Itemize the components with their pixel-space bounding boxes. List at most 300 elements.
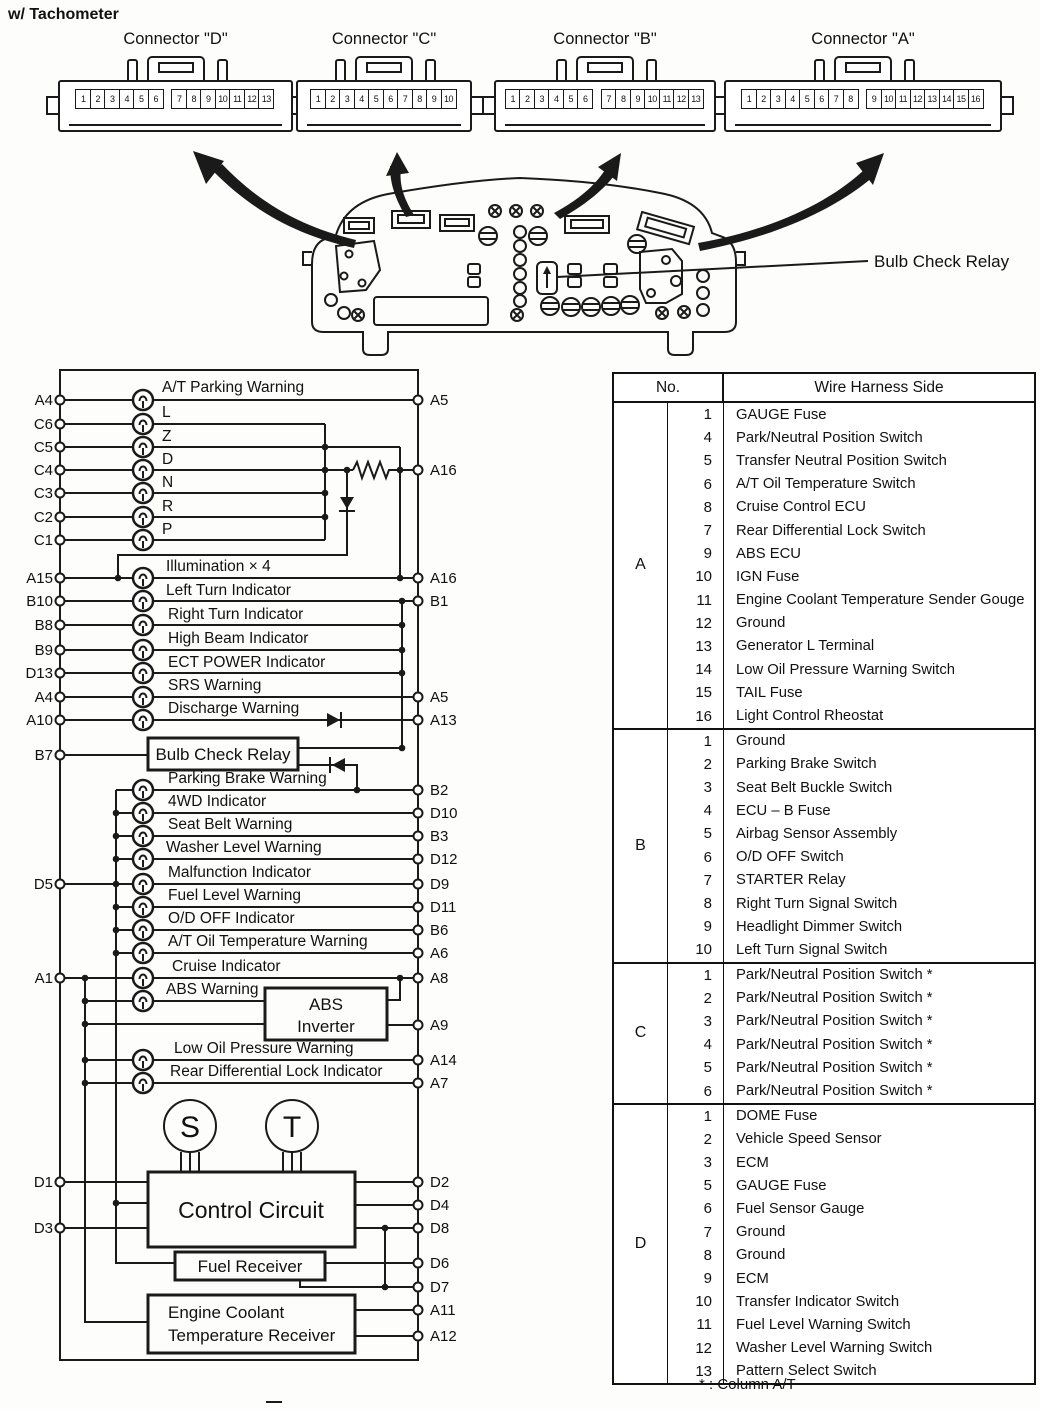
connector-pin: 9 (426, 89, 442, 109)
pin-number-cell: 7 (668, 1221, 724, 1244)
row-label: Z (162, 428, 172, 445)
connector-shell (724, 80, 1002, 132)
pin-label: D8 (430, 1220, 450, 1237)
bulb-check-relay-box (148, 738, 298, 770)
pin-terminals (56, 396, 423, 1341)
table-row (668, 730, 1034, 753)
table-row (668, 542, 1034, 565)
connector-b-drawing (494, 56, 716, 140)
table-row (668, 987, 1034, 1010)
connector-pin: 2 (519, 89, 535, 109)
inverter-label: Inverter (297, 1017, 355, 1036)
pin-number-cell: 10 (668, 565, 724, 588)
row-label: A/T Parking Warning (162, 379, 305, 396)
speed-gauge-label: S (179, 1111, 201, 1144)
pin-number-cell: 8 (668, 496, 724, 519)
connector-a (724, 30, 1002, 140)
table-row (668, 1151, 1034, 1174)
wire-harness-cell: Park/Neutral Position Switch (736, 429, 923, 446)
fuel-receiver-label: Fuel Receiver (197, 1257, 303, 1276)
pin-label: A9 (430, 1017, 449, 1034)
wire-harness-cell: Transfer Neutral Position Switch (736, 452, 947, 469)
pin-label: B3 (430, 828, 449, 845)
instrument-cluster-drawing (303, 178, 745, 355)
pin-label: B6 (430, 922, 449, 939)
connector-shell (494, 80, 716, 132)
pin-number-cell: 9 (668, 542, 724, 565)
table-row (668, 565, 1034, 588)
wire-harness-cell: Ground (736, 1224, 786, 1241)
connector-pin: 14 (939, 89, 955, 109)
table-row (668, 496, 1034, 519)
wire-harness-cell: TAIL Fuse (736, 684, 803, 701)
arrow-to-connector-d (193, 151, 356, 248)
pin-label: A4 (34, 689, 53, 706)
pin-label: D11 (430, 899, 457, 916)
table-row (668, 1128, 1034, 1151)
row-label: O/D OFF Indicator (168, 910, 295, 927)
page-title: w/ Tachometer (8, 6, 119, 23)
pin-label: D6 (430, 1255, 450, 1272)
row-label: Washer Level Warning (166, 839, 322, 856)
table-row (668, 1079, 1034, 1102)
pin-label: B2 (430, 782, 449, 799)
table-row (668, 869, 1034, 892)
connector-d-label: Connector "D" (123, 30, 228, 48)
table-row (668, 776, 1034, 799)
table-row (668, 753, 1034, 776)
wire-harness-cell: O/D OFF Switch (736, 849, 844, 866)
wire-harness-cell: Park/Neutral Position Switch * (736, 1083, 933, 1100)
pin-number-cell: 12 (668, 1337, 724, 1360)
tacho-gauge-label: T (282, 1111, 302, 1144)
section-letter: A (614, 403, 668, 728)
table-row (668, 822, 1034, 845)
table-row (668, 473, 1034, 496)
table-row (668, 1105, 1034, 1128)
pin-label: D3 (33, 1220, 53, 1237)
pin-label: D1 (33, 1174, 53, 1191)
connector-d-drawing (58, 56, 293, 140)
row-label: Parking Brake Warning (168, 770, 327, 787)
connector-pin: 2 (325, 89, 341, 109)
connector-pin: 7 (601, 89, 617, 109)
wire-harness-cell: Cruise Control ECU (736, 499, 866, 516)
bulb-check-relay-part (537, 262, 557, 294)
row-label: Right Turn Indicator (168, 606, 304, 623)
table-row (668, 1174, 1034, 1197)
table-row (668, 938, 1034, 961)
connector-pin: 8 (843, 89, 859, 109)
connector-b (494, 30, 716, 140)
table-row (668, 1337, 1034, 1360)
control-circuit-label: Control Circuit (178, 1197, 324, 1223)
connector-a-drawing (724, 56, 1002, 140)
row-label: Discharge Warning (168, 700, 300, 717)
table-row (668, 1033, 1034, 1056)
wire-harness-cell: Left Turn Signal Switch (736, 941, 888, 958)
pin-number-cell: 16 (668, 704, 724, 727)
pin-number-cell: 4 (668, 426, 724, 449)
pin-label: C2 (33, 509, 53, 526)
connector-pin: 13 (688, 89, 704, 109)
row-label: High Beam Indicator (168, 630, 309, 647)
wire-harness-cell: Transfer Indicator Switch (736, 1293, 900, 1310)
section-letter: B (614, 730, 668, 962)
pin-label: C1 (33, 532, 53, 549)
table-section-d (614, 1103, 1034, 1383)
arrow-to-connector-a (698, 153, 884, 251)
row-label: Rear Differential Lock Indicator (170, 1063, 383, 1080)
pin-label: A6 (430, 945, 449, 962)
abs-inverter-box (265, 988, 387, 1040)
wire-harness-cell: Rear Differential Lock Switch (736, 522, 926, 539)
pin-number-cell: 3 (668, 776, 724, 799)
schematic (25, 370, 457, 1402)
pin-number-cell: 8 (668, 892, 724, 915)
pin-number-cell: 2 (668, 987, 724, 1010)
connector-pin: 13 (258, 89, 274, 109)
pin-label: B9 (34, 642, 53, 659)
table-row (668, 846, 1034, 869)
arrow-to-connector-b (554, 153, 621, 219)
table-header (614, 374, 1034, 403)
connector-a-label: Connector "A" (811, 30, 915, 48)
row-label: A/T Oil Temperature Warning (168, 933, 368, 950)
pin-label: C5 (33, 439, 53, 456)
connector-pin: 9 (630, 89, 646, 109)
pin-number-cell: 8 (668, 1244, 724, 1267)
connector-pin: 5 (133, 89, 149, 109)
pin-number-cell: 3 (668, 1151, 724, 1174)
connector-pin: 1 (741, 89, 757, 109)
pin-label: C3 (33, 485, 53, 502)
bulb-check-relay-callout-label: Bulb Check Relay (874, 252, 1010, 271)
pin-number-cell: 3 (668, 1010, 724, 1033)
pin-label: A11 (430, 1302, 456, 1319)
connector-pin: 15 (953, 89, 969, 109)
pin-label: A13 (430, 712, 457, 729)
pin-number-cell: 11 (668, 1313, 724, 1336)
row-label: L (162, 404, 171, 421)
wire-harness-cell: Park/Neutral Position Switch * (736, 1059, 933, 1076)
connector-pin: 10 (215, 89, 231, 109)
connector-shell (58, 80, 293, 132)
pin-number-cell: 6 (668, 1079, 724, 1102)
row-label: 4WD Indicator (168, 793, 267, 810)
table-row (668, 1267, 1034, 1290)
pin-label: A15 (26, 570, 53, 587)
connector-pin: 11 (659, 89, 675, 109)
pin-label: B7 (34, 747, 53, 764)
pin-number-cell: 9 (668, 1267, 724, 1290)
wire-harness-cell: Headlight Dimmer Switch (736, 918, 903, 935)
connector-pin: 11 (229, 89, 245, 109)
table-row (668, 1197, 1034, 1220)
pin-number-cell: 4 (668, 1033, 724, 1056)
table-section-b (614, 728, 1034, 962)
pin-label: A1 (34, 970, 53, 987)
table-row (668, 1313, 1034, 1336)
wire-harness-cell: Fuel Sensor Gauge (736, 1200, 865, 1217)
wire-harness-cell: GAUGE Fuse (736, 1177, 827, 1194)
fuel-receiver-box (175, 1252, 325, 1280)
connector-pin: 2 (90, 89, 106, 109)
pin-number-cell: 13 (668, 1360, 724, 1383)
table-row (668, 658, 1034, 681)
connector-pin: 4 (785, 89, 801, 109)
ect-receiver-label-1: Engine Coolant (168, 1303, 285, 1322)
wire-harness-cell: Park/Neutral Position Switch * (736, 1036, 933, 1053)
pin-label: A10 (26, 712, 53, 729)
wire-harness-cell: STARTER Relay (736, 872, 846, 889)
wire-harness-cell: Park/Neutral Position Switch * (736, 990, 933, 1007)
row-label: Malfunction Indicator (168, 864, 312, 881)
pin-number-cell: 14 (668, 658, 724, 681)
connector-pin: 7 (171, 89, 187, 109)
pin-number-cell: 1 (668, 403, 724, 426)
wire-harness-cell: DOME Fuse (736, 1108, 818, 1125)
connector-pin: 1 (505, 89, 521, 109)
row-labels (162, 379, 383, 1080)
wire-harness-cell: Park/Neutral Position Switch * (736, 1013, 933, 1030)
wire-harness-cell: Low Oil Pressure Warning Switch (736, 661, 956, 678)
connector-pin: 6 (577, 89, 593, 109)
pin-number-cell: 5 (668, 1174, 724, 1197)
pin-label: A14 (430, 1052, 457, 1069)
bulb-check-relay-label: Bulb Check Relay (155, 745, 291, 764)
table-row (668, 915, 1034, 938)
connector-pin: 1 (310, 89, 326, 109)
table-row (668, 964, 1034, 987)
wire-harness-cell: GAUGE Fuse (736, 406, 827, 423)
wire-harness-cell: Vehicle Speed Sensor (736, 1131, 882, 1148)
wire-harness-cell: Ground (736, 615, 786, 632)
pin-label: C4 (33, 462, 53, 479)
pin-label: A8 (430, 970, 449, 987)
table-row (668, 519, 1034, 542)
pin-label: D4 (430, 1197, 450, 1214)
table-row (668, 449, 1034, 472)
table-row (668, 704, 1034, 727)
pin-number-cell: 15 (668, 681, 724, 704)
table-section-a (614, 403, 1034, 728)
junction-dots (82, 444, 406, 1291)
connector-pin: 13 (924, 89, 940, 109)
pin-label: B8 (34, 617, 53, 634)
pin-number-cell: 11 (668, 589, 724, 612)
pin-label: A16 (430, 570, 457, 587)
pin-number-cell: 6 (668, 473, 724, 496)
row-label: Illumination × 4 (166, 558, 271, 575)
connector-pin: 3 (104, 89, 120, 109)
row-label: Left Turn Indicator (166, 582, 291, 599)
pin-number-cell: 6 (668, 1197, 724, 1220)
wire-harness-cell: Ground (736, 1247, 786, 1264)
table-row (668, 635, 1034, 658)
wire-harness-cell: Seat Belt Buckle Switch (736, 779, 893, 796)
row-label: Seat Belt Warning (168, 816, 293, 833)
wire-harness-cell: A/T Oil Temperature Switch (736, 476, 916, 493)
connector-pin: 7 (397, 89, 413, 109)
connector-pin: 4 (548, 89, 564, 109)
pin-number-cell: 5 (668, 822, 724, 845)
pin-number-cell: 9 (668, 915, 724, 938)
connector-shell (296, 80, 472, 132)
indicator-bulbs (133, 390, 153, 1093)
table-row (668, 612, 1034, 635)
pin-label: B10 (26, 593, 53, 610)
col-header-no: No. (614, 374, 724, 401)
pin-label: A5 (430, 392, 449, 409)
right-pin-labels (430, 392, 458, 1345)
table-row (668, 426, 1034, 449)
connector-pin: 10 (881, 89, 897, 109)
row-label: Cruise Indicator (172, 958, 281, 975)
connector-pin: 7 (828, 89, 844, 109)
table-section-c (614, 962, 1034, 1103)
ect-receiver-box (148, 1295, 355, 1353)
connector-b-label: Connector "B" (553, 30, 657, 48)
pin-number-cell: 12 (668, 612, 724, 635)
wire-harness-cell: ECU – B Fuse (736, 802, 831, 819)
table-row (668, 589, 1034, 612)
pin-number-cell: 1 (668, 730, 724, 753)
connector-d (58, 30, 293, 140)
diode (327, 497, 355, 773)
connector-c (296, 30, 472, 140)
ect-receiver-label-2: Temperature Receiver (168, 1326, 336, 1345)
wire-harness-cell: Fuel Level Warning Switch (736, 1316, 911, 1333)
row-label: SRS Warning (168, 677, 262, 694)
pin-number-cell: 7 (668, 869, 724, 892)
pin-number-cell: 4 (668, 799, 724, 822)
pin-number-cell: 1 (668, 964, 724, 987)
connector-pin: 8 (412, 89, 428, 109)
pin-number-cell: 1 (668, 1105, 724, 1128)
row-label: R (162, 498, 174, 515)
connector-pin: 3 (534, 89, 550, 109)
connector-pin: 16 (968, 89, 984, 109)
pin-label: A7 (430, 1075, 449, 1092)
arrow-to-connector-c (386, 152, 414, 217)
wire-harness-table (612, 372, 1036, 1385)
wire-harness-cell: Light Control Rheostat (736, 708, 884, 725)
pin-label: A5 (430, 689, 449, 706)
connector-pin: 4 (119, 89, 135, 109)
table-row (668, 799, 1034, 822)
table-row (668, 681, 1034, 704)
wire-harness-cell: Engine Coolant Temperature Sender Gouge (736, 592, 1025, 609)
pin-label: B1 (430, 593, 449, 610)
connector-pin: 6 (383, 89, 399, 109)
connector-pin: 5 (799, 89, 815, 109)
wire-harness-cell: Parking Brake Switch (736, 756, 877, 773)
table-row (668, 1010, 1034, 1033)
table-row (668, 1221, 1034, 1244)
left-pin-labels (25, 392, 53, 1237)
row-label: P (162, 521, 173, 538)
table-row (668, 403, 1034, 426)
wire-harness-cell: Pattern Select Switch (736, 1363, 877, 1380)
col-header-wire-harness-side: Wire Harness Side (814, 378, 944, 396)
pin-label: D10 (430, 805, 458, 822)
wire-harness-cell: Generator L Terminal (736, 638, 875, 655)
connector-pin: 1 (75, 89, 91, 109)
section-letter: C (614, 964, 668, 1103)
speed-gauge (164, 1100, 216, 1152)
pin-number-cell: 5 (668, 449, 724, 472)
connector-pin: 12 (673, 89, 689, 109)
wire-harness-cell: Right Turn Signal Switch (736, 895, 898, 912)
column-at-footnote: * : Column A/T (699, 1376, 796, 1393)
table-row (668, 892, 1034, 915)
pin-label: D9 (430, 876, 450, 893)
connector-pin: 8 (615, 89, 631, 109)
pin-number-cell: 6 (668, 846, 724, 869)
pin-number-cell: 2 (668, 1128, 724, 1151)
connector-pin: 9 (866, 89, 882, 109)
table-row (668, 1244, 1034, 1267)
pin-number-cell: 10 (668, 1290, 724, 1313)
wire-harness-cell: ABS ECU (736, 545, 801, 562)
wire-harness-cell: IGN Fuse (736, 568, 800, 585)
pin-number-cell: 7 (668, 519, 724, 542)
pin-label: C6 (33, 416, 53, 433)
connector-pin: 12 (910, 89, 926, 109)
row-label: N (162, 474, 174, 491)
connector-pin: 3 (770, 89, 786, 109)
pin-label: D13 (25, 665, 53, 682)
connector-pin: 6 (814, 89, 830, 109)
wire-harness-cell: Airbag Sensor Assembly (736, 825, 898, 842)
row-label: D (162, 451, 174, 468)
tacho-gauge (266, 1100, 318, 1152)
wire-harness-cell: ECM (736, 1270, 769, 1287)
connector-pin: 4 (354, 89, 370, 109)
bulb-check-relay-callout (557, 252, 1010, 277)
pin-number-cell: 5 (668, 1056, 724, 1079)
wire-harness-cell: Park/Neutral Position Switch * (736, 967, 933, 984)
table-row (668, 1056, 1034, 1079)
connector-c-label: Connector "C" (331, 30, 437, 48)
pin-label: D2 (430, 1174, 450, 1191)
row-label: Fuel Level Warning (168, 887, 301, 904)
connector-pin: 5 (368, 89, 384, 109)
abs-label: ABS (308, 995, 344, 1014)
connector-pin: 9 (200, 89, 216, 109)
connector-pin: 5 (563, 89, 579, 109)
pin-label: D12 (430, 851, 458, 868)
connector-pin: 11 (895, 89, 911, 109)
pin-number-cell: 13 (668, 635, 724, 658)
pin-label: A16 (430, 462, 457, 479)
wire-harness-cell: Ground (736, 733, 786, 750)
connector-pin: 8 (186, 89, 202, 109)
pin-number-cell: 10 (668, 938, 724, 961)
control-circuit-box (148, 1172, 355, 1247)
box-labels (155, 745, 355, 1345)
connector-pin: 10 (441, 89, 457, 109)
table-row (668, 1290, 1034, 1313)
row-label: ABS Warning (166, 981, 259, 998)
wire-harness-cell: Washer Level Warning Switch (736, 1340, 933, 1357)
section-letter: D (614, 1105, 668, 1383)
pin-label: A4 (34, 392, 53, 409)
row-label: Low Oil Pressure Warning (174, 1040, 354, 1057)
connector-pin: 12 (244, 89, 260, 109)
pin-label: D7 (430, 1279, 450, 1296)
